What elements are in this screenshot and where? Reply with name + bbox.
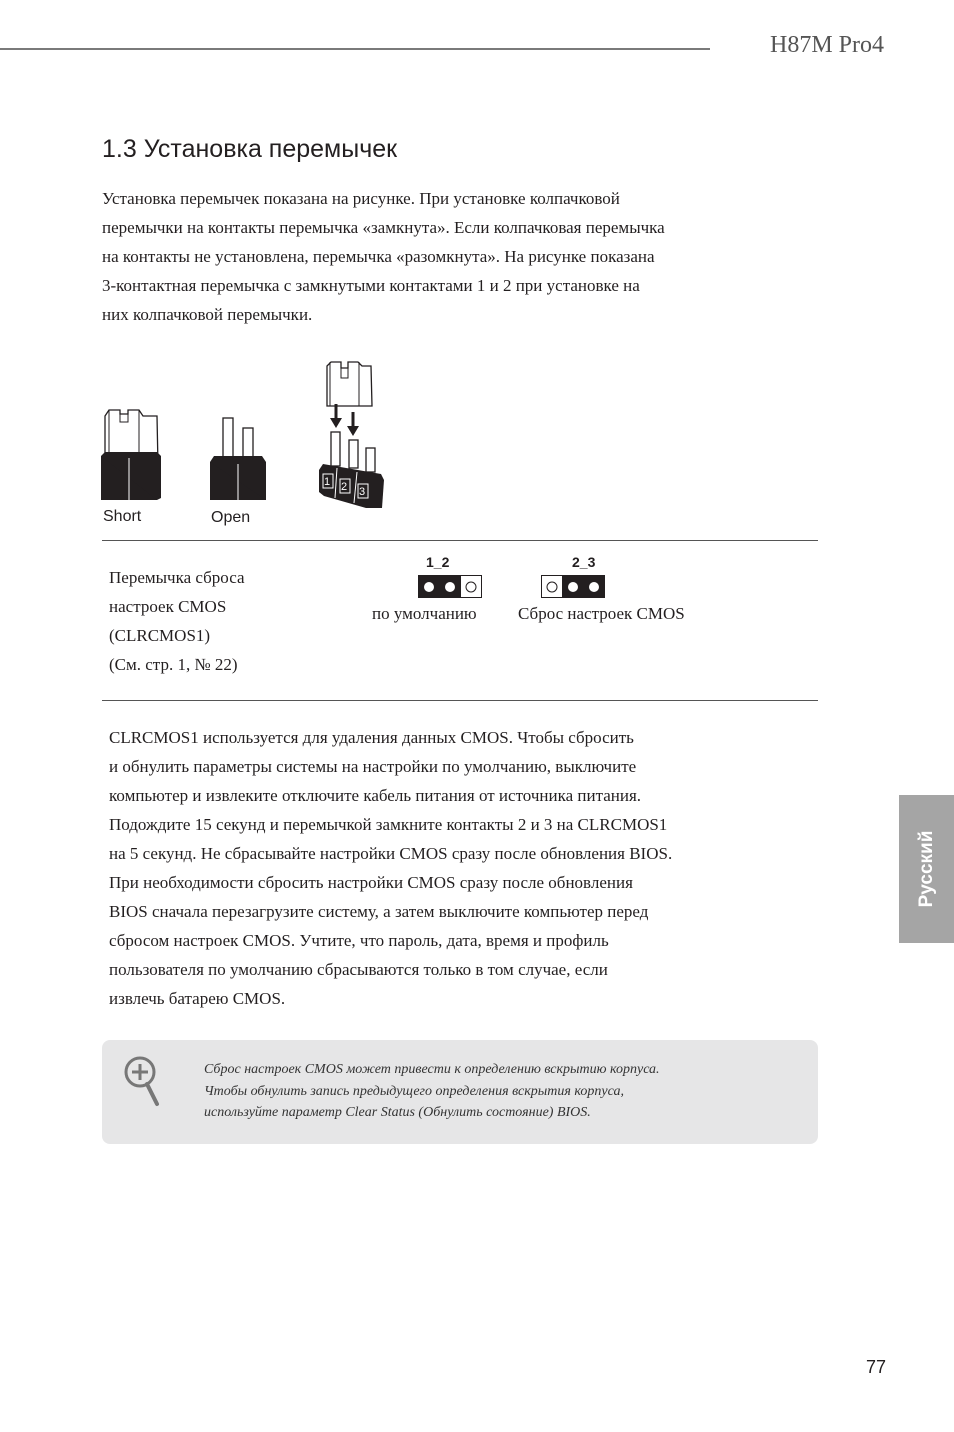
language-side-tab: [899, 795, 954, 943]
note-text: [204, 1059, 804, 1124]
note-box: [102, 1040, 818, 1144]
jumper-illustration: [96, 358, 396, 530]
section-title: 1.3 Установка перемычек: [102, 135, 398, 163]
intro-line: 3-контактная перемычка с замкнутыми контактами 1 и 2 при установке на: [102, 276, 640, 295]
pins-label-2-3: 2_3: [572, 554, 596, 570]
pin-number-3: 3: [359, 486, 366, 498]
jumper-name: [109, 563, 245, 679]
note-line: Чтобы обнулить запись предыдущего определения вскрытия корпуса,: [204, 1083, 624, 1099]
header-rule: [0, 48, 710, 50]
intro-line: на контакты не установлена, перемычка «разомкнута». На рисунке показана: [102, 247, 655, 266]
model-name: H87M Pro4: [769, 32, 884, 58]
pins-label-1-2: 1_2: [426, 554, 450, 570]
intro-line: них колпачковой перемычки.: [102, 305, 313, 324]
body-line: При необходимости сбросить настройки CMOS сразу после обновления: [109, 873, 633, 892]
open-label: Open: [211, 509, 251, 526]
body-line: BIOS сначала перезагрузите систему, а затем выключите компьютер перед: [109, 902, 649, 921]
language-tab-label: Русский: [915, 830, 937, 908]
pin-header-1-2-icon: [418, 575, 484, 599]
setting-default-caption: по умолчанию: [372, 604, 477, 623]
table-top-rule: [102, 540, 818, 541]
intro-paragraph: [102, 184, 782, 329]
body-line: на 5 секунд. Не сбрасывайте настройки CMOS сразу после обновления BIOS.: [109, 844, 673, 863]
jumper-name-line: настроек CMOS: [109, 597, 227, 616]
intro-line: Установка перемычек показана на рисунке. При установке колпачковой: [102, 189, 620, 208]
pin-header-2-3-icon: [541, 575, 607, 599]
jumper-name-line: (См. стр. 1, № 22): [109, 655, 238, 674]
table-bottom-rule: [102, 700, 818, 701]
body-line: компьютер и извлеките отключите кабель питания от источника питания.: [109, 786, 642, 805]
pin-number-1: 1: [324, 476, 331, 488]
body-line: Подождите 15 секунд и перемычкой замкните контакты 2 и 3 на CLRCMOS1: [109, 815, 668, 834]
body-line: и обнулить параметры системы на настройки по умолчанию, выключите: [109, 757, 637, 776]
page-number: 77: [865, 1357, 886, 1377]
jumper-name-line: (CLRCMOS1): [109, 626, 211, 645]
setting-reset-caption: Сброс настроек CMOS: [518, 604, 685, 623]
short-label: Short: [103, 508, 142, 525]
intro-line: перемычки на контакты перемычка «замкнута». Если колпачковая перемычка: [102, 218, 665, 237]
magnifier-plus-icon: [122, 1054, 162, 1108]
body-line: извлечь батарею CMOS.: [109, 989, 286, 1008]
note-line: используйте параметр Clear Status (Обнулить состояние) BIOS.: [204, 1105, 591, 1120]
jumper-name-line: Перемычка сброса: [109, 568, 245, 587]
body-line: сбросом настроек CMOS. Учтите, что пароль, дата, время и профиль: [109, 931, 609, 950]
open-jumper-figure: [210, 418, 266, 500]
pin-number-2: 2: [341, 481, 348, 493]
note-line: Сброс настроек CMOS может привести к определению вскрытию корпуса.: [204, 1062, 660, 1077]
body-line: пользователя по умолчанию сбрасываются только в том случае, если: [109, 960, 608, 979]
short-jumper-figure: [101, 410, 161, 500]
clrcmos-description: [109, 723, 789, 1013]
body-line: CLRCMOS1 используется для удаления данных CMOS. Чтобы сбросить: [109, 728, 634, 747]
